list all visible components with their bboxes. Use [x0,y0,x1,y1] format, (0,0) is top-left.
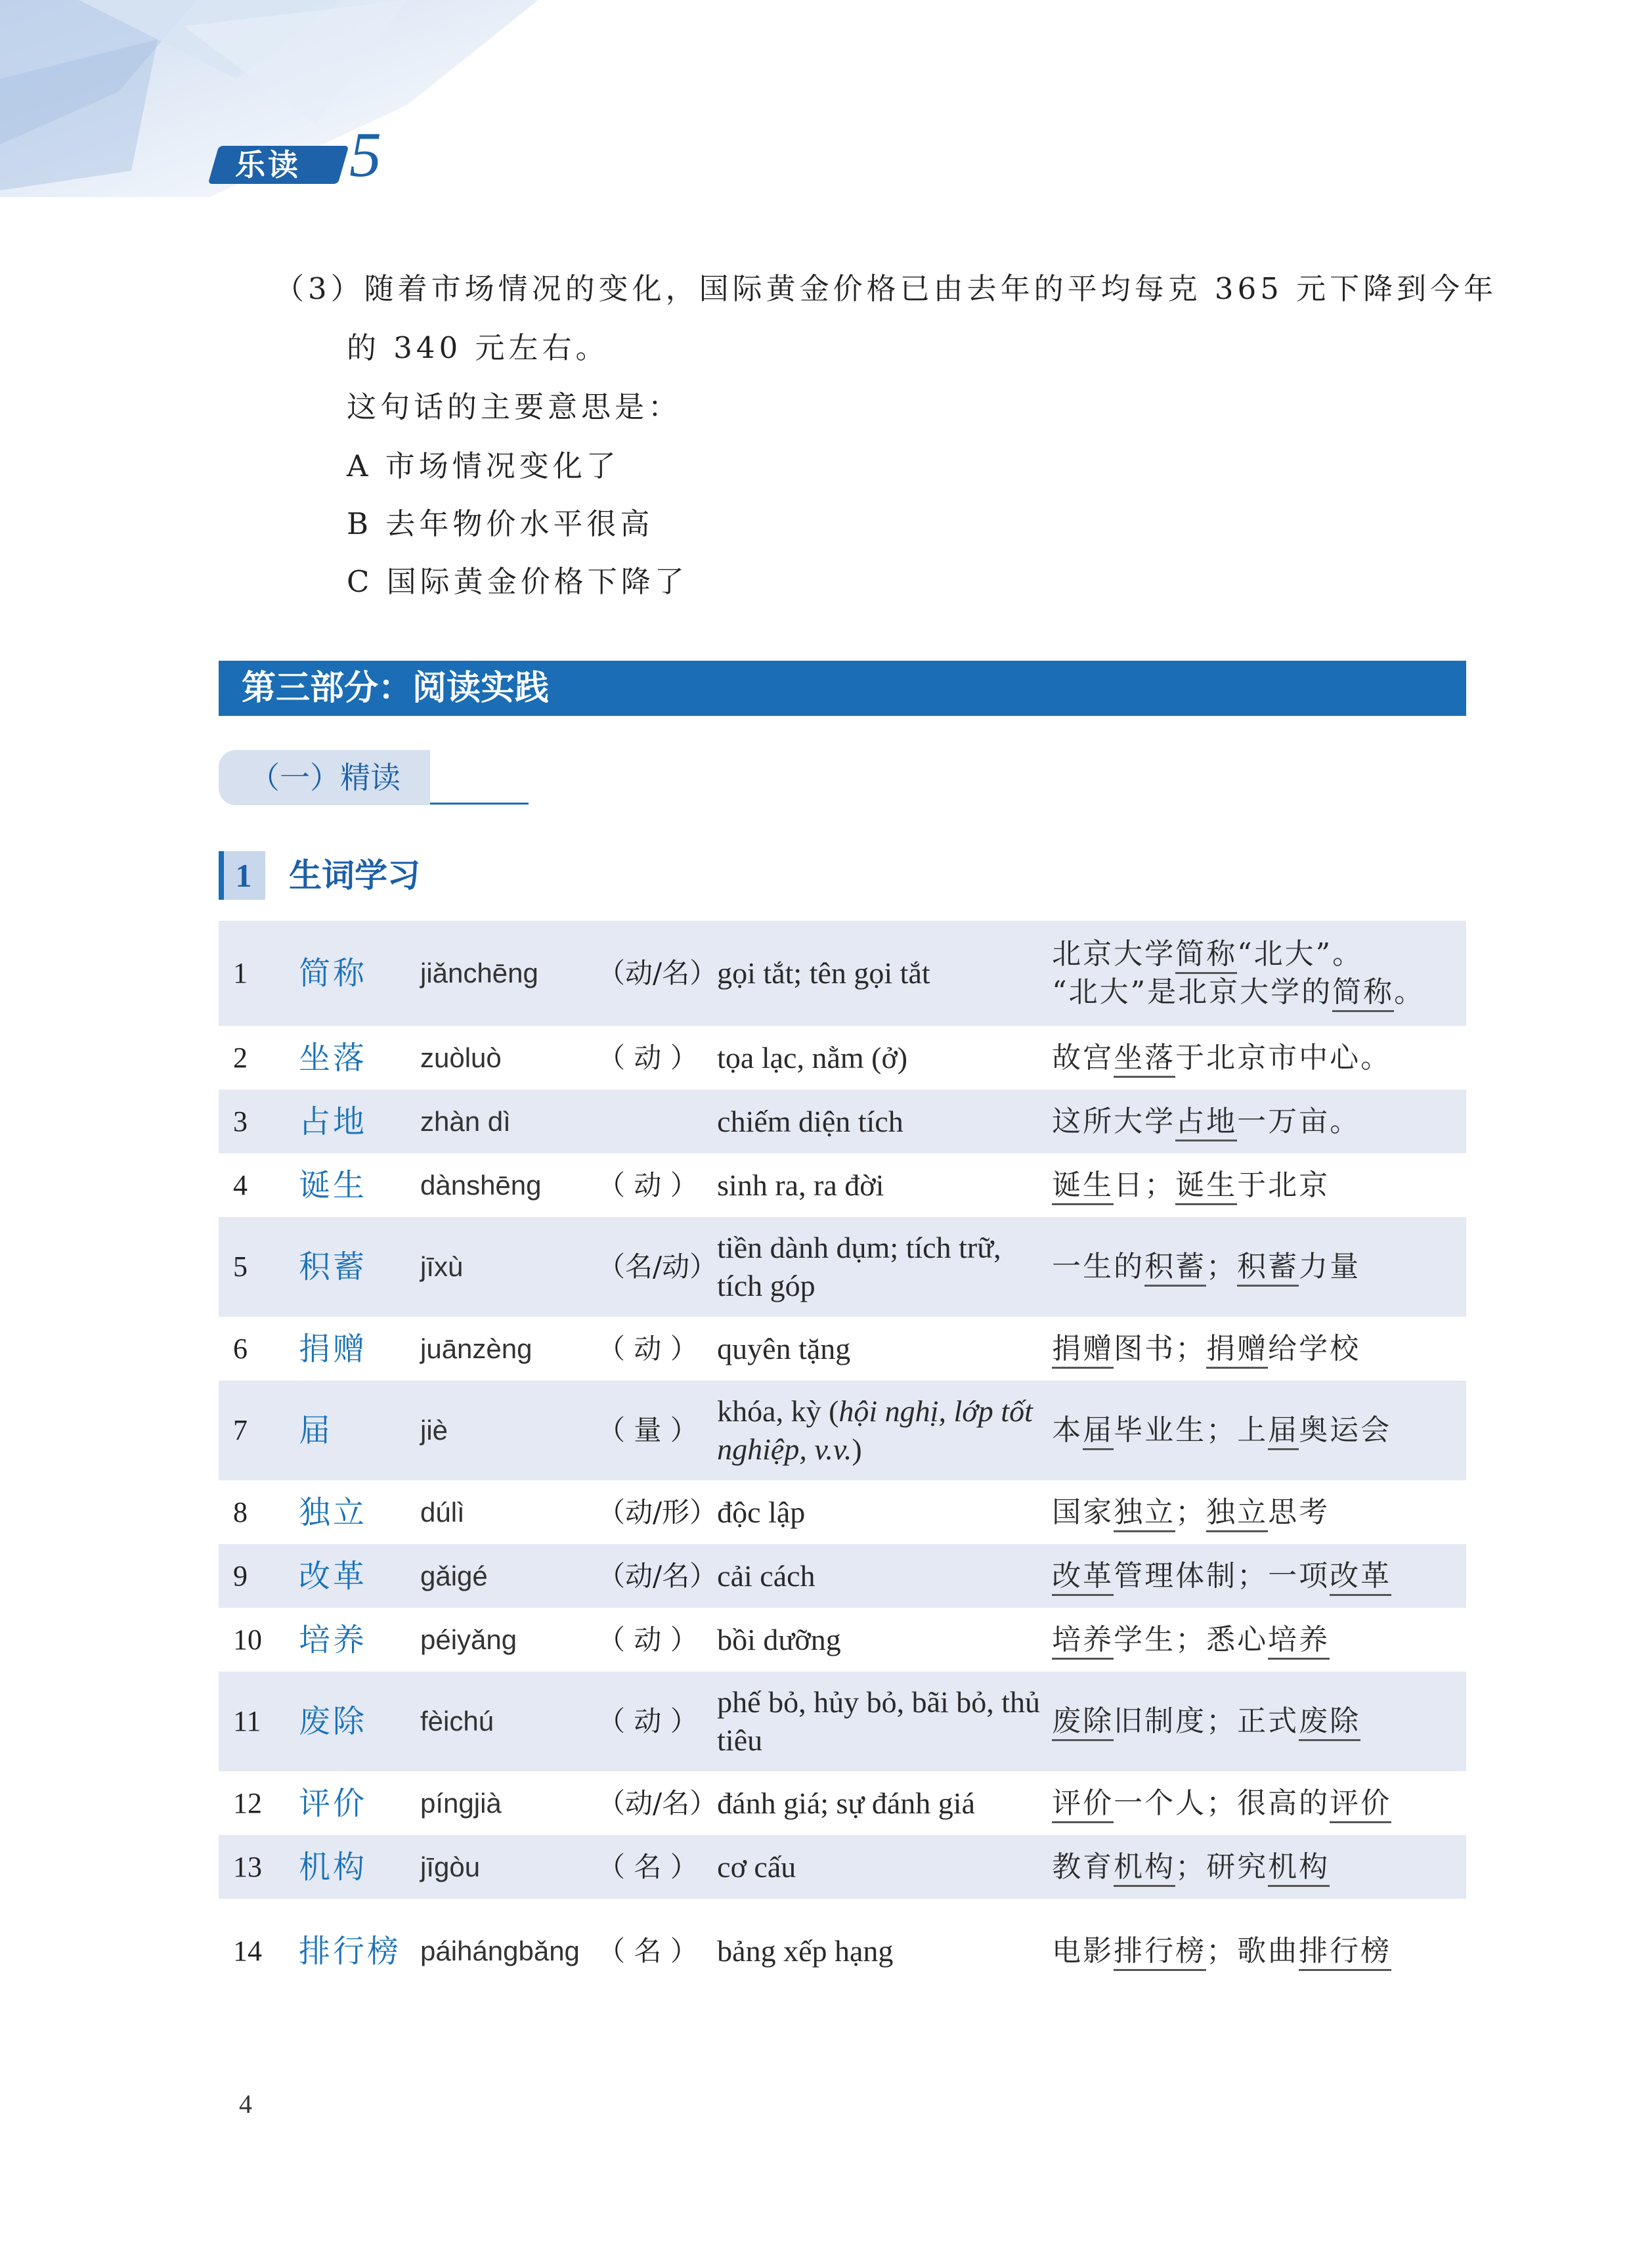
vocab-word: 简称 [299,921,420,1026]
vocab-example: 一生的积蓄；积蓄力量 [1052,1217,1466,1317]
option-c: C 国际黄金价格下降了 [347,564,688,599]
vocab-example: 这所大学占地一万亩。 [1052,1090,1466,1153]
section-title: 第三部分：阅读实践 [242,669,550,708]
table-row [219,1381,1466,1480]
row-number: 6 [233,1332,248,1365]
vocab-example: 教育机构；研究机构 [1052,1835,1466,1899]
vocab-pinyin: péiyǎng [420,1624,517,1655]
vocab-pinyin: páihángbǎng [420,1936,580,1966]
vocab-meaning: bảng xếp hạng [717,1934,894,1968]
vocab-word: 捐赠 [299,1330,368,1367]
question-prompt: 这句话的主要意思是： [347,389,682,424]
subsection-underline [430,803,529,805]
vocab-word: 评价 [299,1784,368,1822]
table-row [219,1153,1466,1217]
table-row [219,1026,1466,1090]
vocab-pos: （ 动 ） [598,1671,717,1771]
vocab-pos [598,1090,717,1153]
vocab-pos: （ 动 ） [598,1623,698,1656]
vocab-meaning: tọa lạc, nằm (ở) [717,1040,908,1074]
question-line-2: 的 340 元左右。 [347,330,609,365]
table-row [219,1217,1466,1317]
vocab-pinyin: jiǎnchēng [420,921,598,1026]
vocab-meaning: gọi tắt; tên gọi tắt [717,921,1052,1026]
table-row [219,1317,1466,1381]
row-number: 1 [219,921,299,1026]
vocab-meaning: quyên tặng [717,1331,851,1365]
vocab-word: 独立 [299,1494,368,1531]
table-row [219,1544,1466,1608]
table-row [219,1771,1466,1835]
vocab-pinyin: zuòluò [420,1042,502,1073]
vocab-word: 改革 [299,1544,420,1608]
vocab-meaning: khóa, kỳ (hội nghị, lớp tốt nghiệp, v.v.) [717,1381,1052,1480]
vocab-pos: （名/动） [598,1217,717,1317]
vocab-meaning: đánh giá; sự đánh giá [717,1786,975,1820]
vocab-pinyin: jiè [420,1381,598,1480]
vocab-word: 排行榜 [299,1933,402,1970]
vocab-pos: （动/名） [598,921,717,1026]
vocab-pinyin: fèichú [420,1671,598,1771]
row-number: 5 [219,1217,299,1317]
vocab-word: 积蓄 [299,1217,420,1317]
vocab-example: 本届毕业生；上届奥运会 [1052,1381,1466,1480]
vocab-example: 捐赠图书；捐赠给学校 [1052,1317,1466,1381]
option-b: B 去年物价水平很高 [347,506,654,541]
vocab-example: 培养学生；悉心培养 [1052,1608,1466,1671]
vocab-word: 诞生 [299,1166,368,1204]
vocab-word: 届 [299,1381,420,1480]
row-number: 11 [219,1671,299,1771]
table-row [219,1480,1466,1544]
vocab-pinyin: jīxù [420,1217,598,1317]
table-row [219,1835,1466,1899]
vocab-example: 国家独立；独立思考 [1052,1480,1466,1544]
vocab-pos: （ 动 ） [598,1332,698,1365]
vocab-example: 诞生日；诞生于北京 [1052,1153,1466,1217]
vocab-example: 改革管理体制；一项改革 [1052,1544,1466,1608]
subsection-label: （一）精读 [250,760,401,795]
row-number: 12 [233,1786,262,1819]
table-row [219,1671,1466,1771]
vocab-pos: （动/名） [598,1544,717,1608]
vocab-word: 培养 [299,1621,368,1658]
vocab-meaning: độc lập [717,1495,806,1529]
vocab-meaning: bồi dưỡng [717,1622,841,1656]
vocab-number: 1 [235,857,252,894]
question-line-1: （3）随着市场情况的变化，国际黄金价格已由去年的平均每克 365 元下降到今年 [274,271,1498,306]
vocab-pinyin: juānzèng [420,1333,533,1364]
vocab-pos: （ 量 ） [598,1381,717,1480]
vocab-title: 生词学习 [289,856,420,895]
vocab-word: 坐落 [299,1039,368,1076]
vocab-example: 北京大学简称“北大”。 “北大”是北京大学的简称。 [1052,921,1466,1026]
row-number: 13 [219,1835,299,1899]
chapter-number: 5 [349,120,381,190]
vocab-word: 废除 [299,1671,420,1771]
vocab-pos: （ 名 ） [598,1835,717,1899]
row-number: 10 [233,1623,262,1656]
vocab-meaning: sinh ra, ra đời [717,1168,884,1202]
row-number: 4 [233,1168,248,1201]
vocab-pos: （ 动 ） [598,1041,698,1074]
chapter-badge-label: 乐读 [235,147,301,183]
vocab-word: 机构 [299,1835,420,1899]
row-number: 14 [233,1935,262,1967]
table-row [219,1090,1466,1153]
vocab-example: 故宫坐落于北京市中心。 [1052,1026,1466,1090]
row-number: 2 [233,1041,248,1074]
vocab-pinyin: gǎigé [420,1544,598,1608]
vocab-pinyin: dúlì [420,1496,465,1528]
vocab-example: 电影排行榜；歌曲排行榜 [1052,1899,1466,2004]
vocab-pinyin: píngjià [420,1787,502,1819]
row-number: 9 [219,1544,299,1608]
table-row [219,921,1466,1026]
option-a: A 市场情况变化了 [347,449,620,483]
vocab-pinyin: dànshēng [420,1169,542,1201]
vocab-pos: （动/名） [598,1786,718,1819]
vocab-table [219,921,1466,2004]
vocab-meaning: chiếm diện tích [717,1090,1052,1153]
vocab-meaning: tiền dành dụm; tích trữ, tích góp [717,1217,1052,1317]
vocab-example: 评价一个人；很高的评价 [1052,1771,1466,1835]
vocab-meaning: cải cách [717,1544,1052,1608]
vocab-pinyin: zhàn dì [420,1090,598,1153]
table-row [219,1608,1466,1671]
vocab-example: 废除旧制度；正式废除 [1052,1671,1466,1771]
row-number: 3 [219,1090,299,1153]
vocab-pos: （动/形） [598,1495,718,1528]
vocab-pinyin: jīgòu [420,1835,598,1899]
vocab-word: 占地 [299,1090,420,1153]
vocab-pos: （ 名 ） [598,1935,698,1967]
page-number: 4 [239,2089,252,2119]
vocab-pos: （ 动 ） [598,1168,698,1201]
vocab-meaning: cơ cấu [717,1835,1052,1899]
vocab-meaning: phế bỏ, hủy bỏ, bãi bỏ, thủ tiêu [717,1671,1052,1771]
row-number: 7 [219,1381,299,1480]
row-number: 8 [233,1495,248,1528]
table-row [219,1899,1466,2004]
